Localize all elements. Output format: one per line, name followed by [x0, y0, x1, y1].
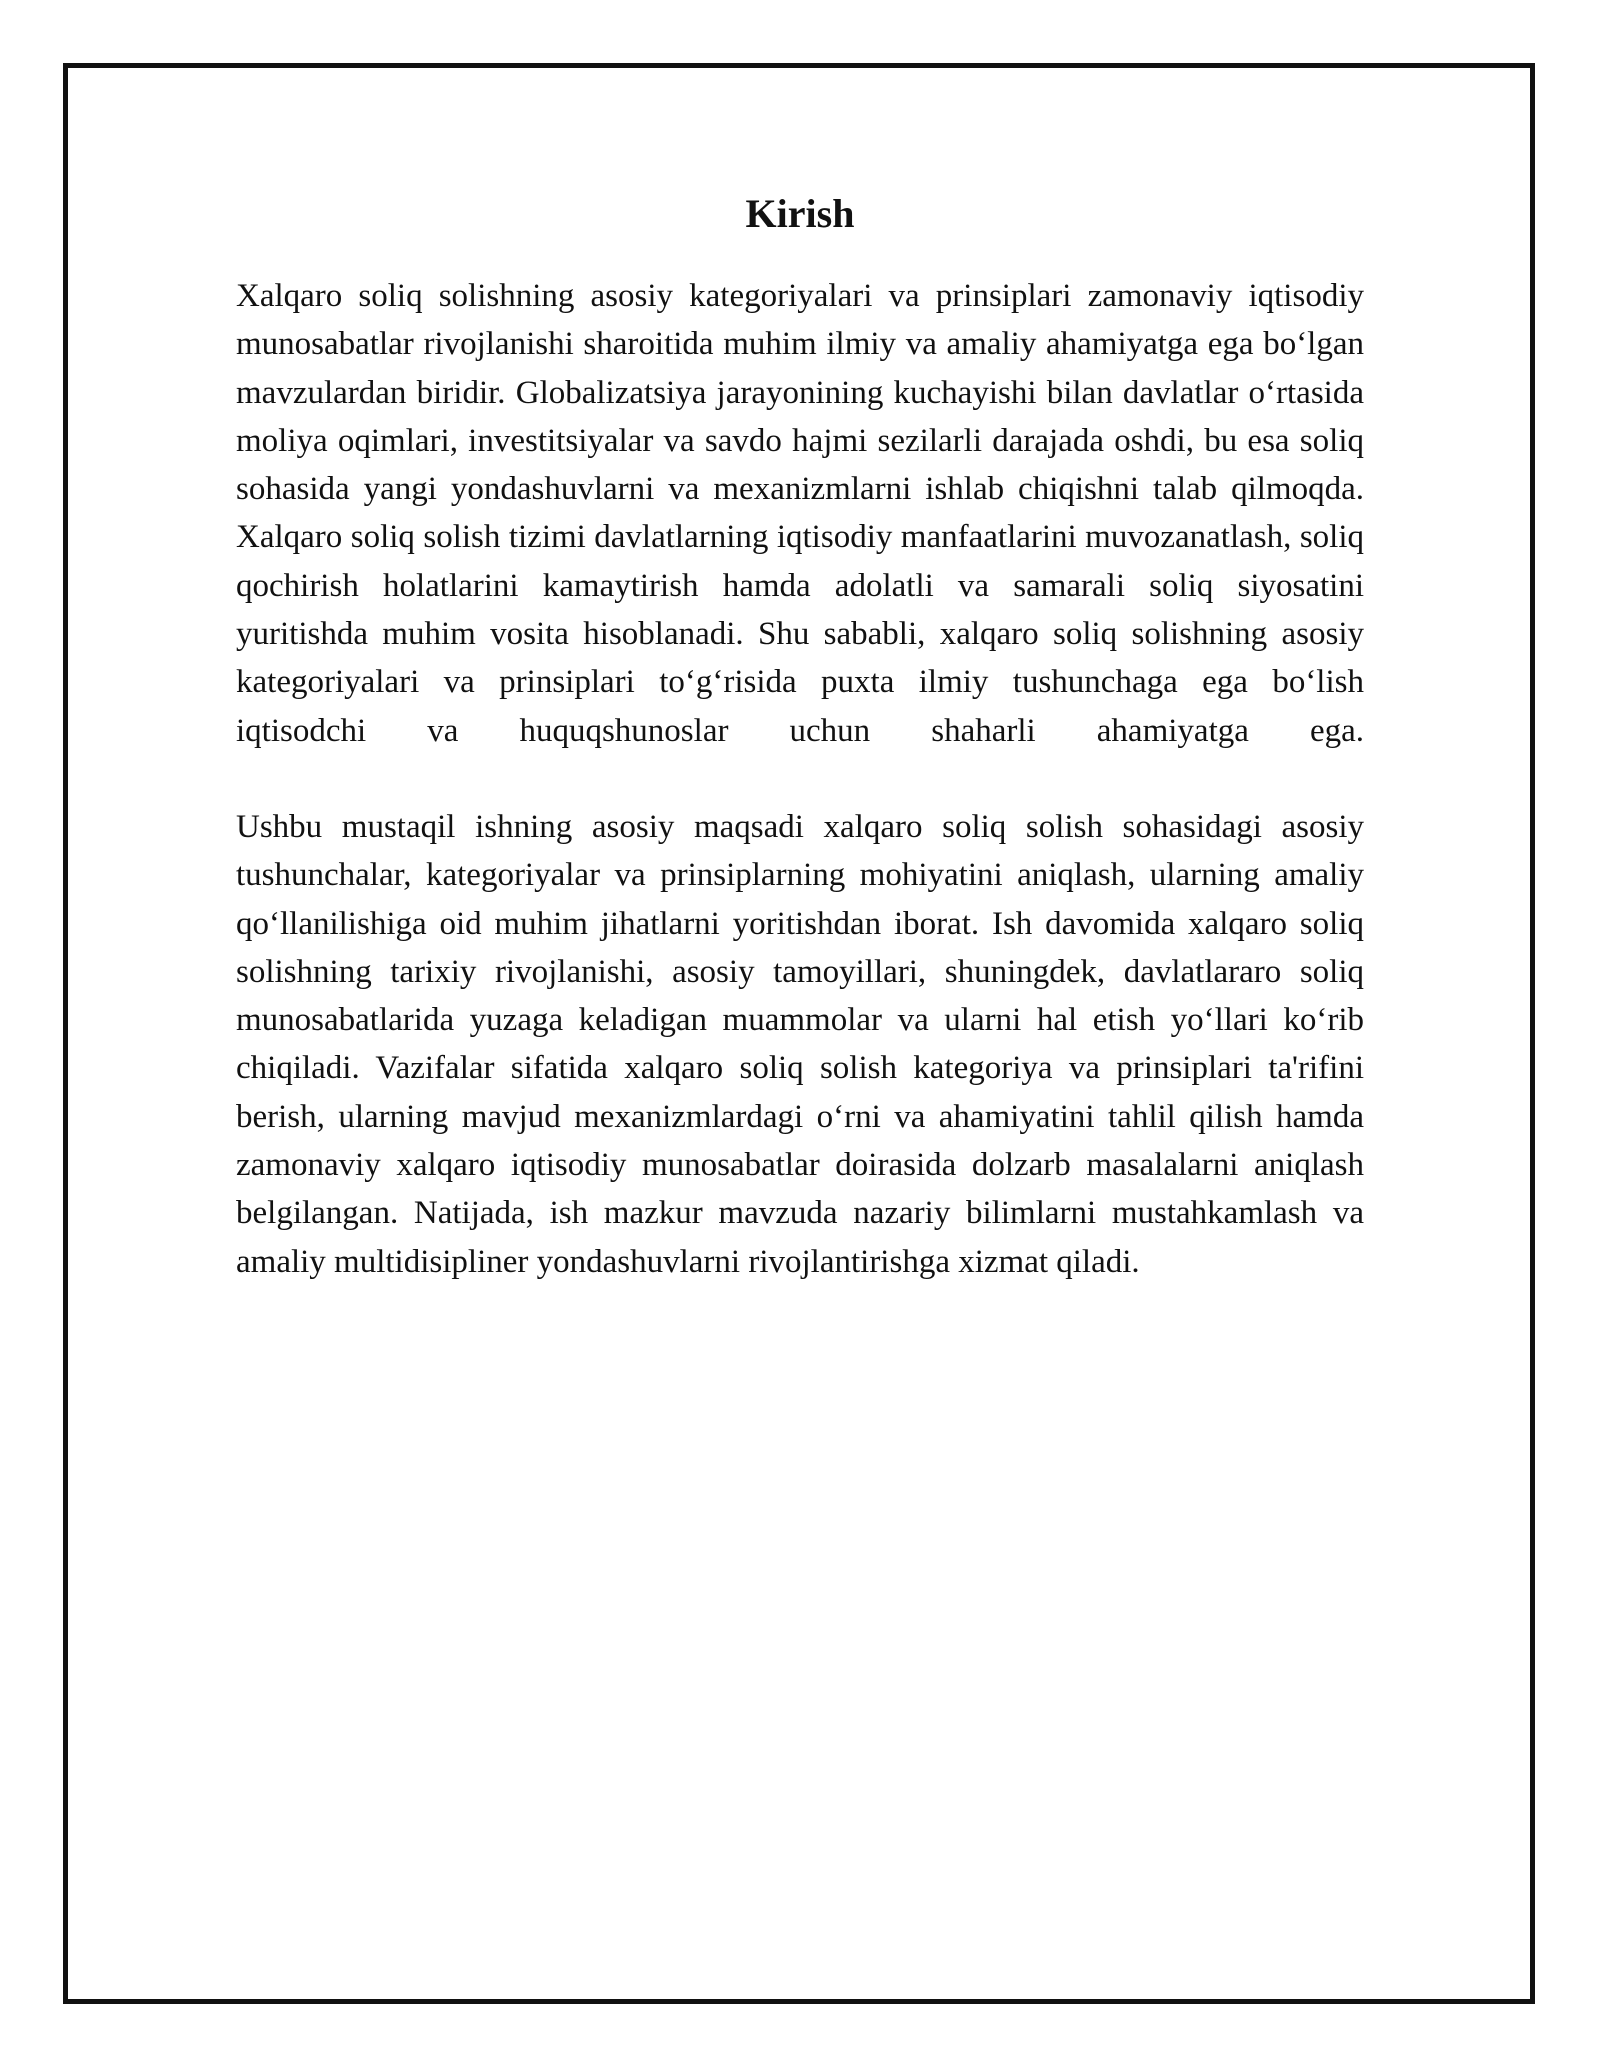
intro-paragraph-1: Xalqaro soliq solishning asosiy kategoriyalari va prinsiplari zamonaviy iqtisodiy munosabatlar rivojlanishi sharoitida muhim ilmiy va amaliy ahamiyatga ega boʻlgan mavzulardan biridir. Globalizatsiya jarayonining kuchayishi bilan davlatlar oʻrtasida moliya oqimlari, investitsiyalar va savdo hajmi sezilarli darajada oshdi, bu esa soliq sohasida yangi yondashuvlarni va mexanizmlarni ishlab chiqishni talab qilmoqda. Xalqaro soliq solish tizimi davlatlarning iqtisodiy manfaatlarini muvozanatlash, soliq qochirish holatlarini kamaytirish hamda adolatli va samarali soliq siyosatini yuritishda muhim vosita hisoblanadi. Shu sababli, xalqaro soliq solishning asosiy kategoriyalari va prinsiplari toʻgʻrisida puxta ilmiy tushunchaga ega boʻlish iqtisodchi va huquqshunoslar uchun shaharli ahamiyatga ega.: [236, 278, 1364, 749]
intro-paragraph-2: Ushbu mustaqil ishning asosiy maqsadi xalqaro soliq solish sohasidagi asosiy tushunchalar, kategoriyalar va prinsiplarning mohiyatini aniqlash, ularning amaliy qoʻllanilishiga oid muhim jihatlarni yoritishdan iborat. Ish davomida xalqaro soliq solishning tarixiy rivojlanishi, asosiy tamoyillari, shuningdek, davlatlararo soliq munosabatlarida yuzaga keladigan muammolar va ularni hal etish yoʻllari koʻrib chiqiladi. Vazifalar sifatida xalqaro soliq solish kategoriya va prinsiplari ta'rifini berish, ularning mavjud mexanizmlardagi oʻrni va ahamiyatini tahlil qilish hamda zamonaviy xalqaro iqtisodiy munosabatlar doirasida dolzarb masalalarni aniqlash belgilangan. Natijada, ish mazkur mavzuda nazariy bilimlarni mustahkamlash va amaliy multidisipliner yondashuvlarni rivojlantirishga xizmat qiladi.: [236, 808, 1364, 1280]
page-title: Kirish: [745, 191, 855, 236]
document-body: [236, 186, 1364, 1334]
